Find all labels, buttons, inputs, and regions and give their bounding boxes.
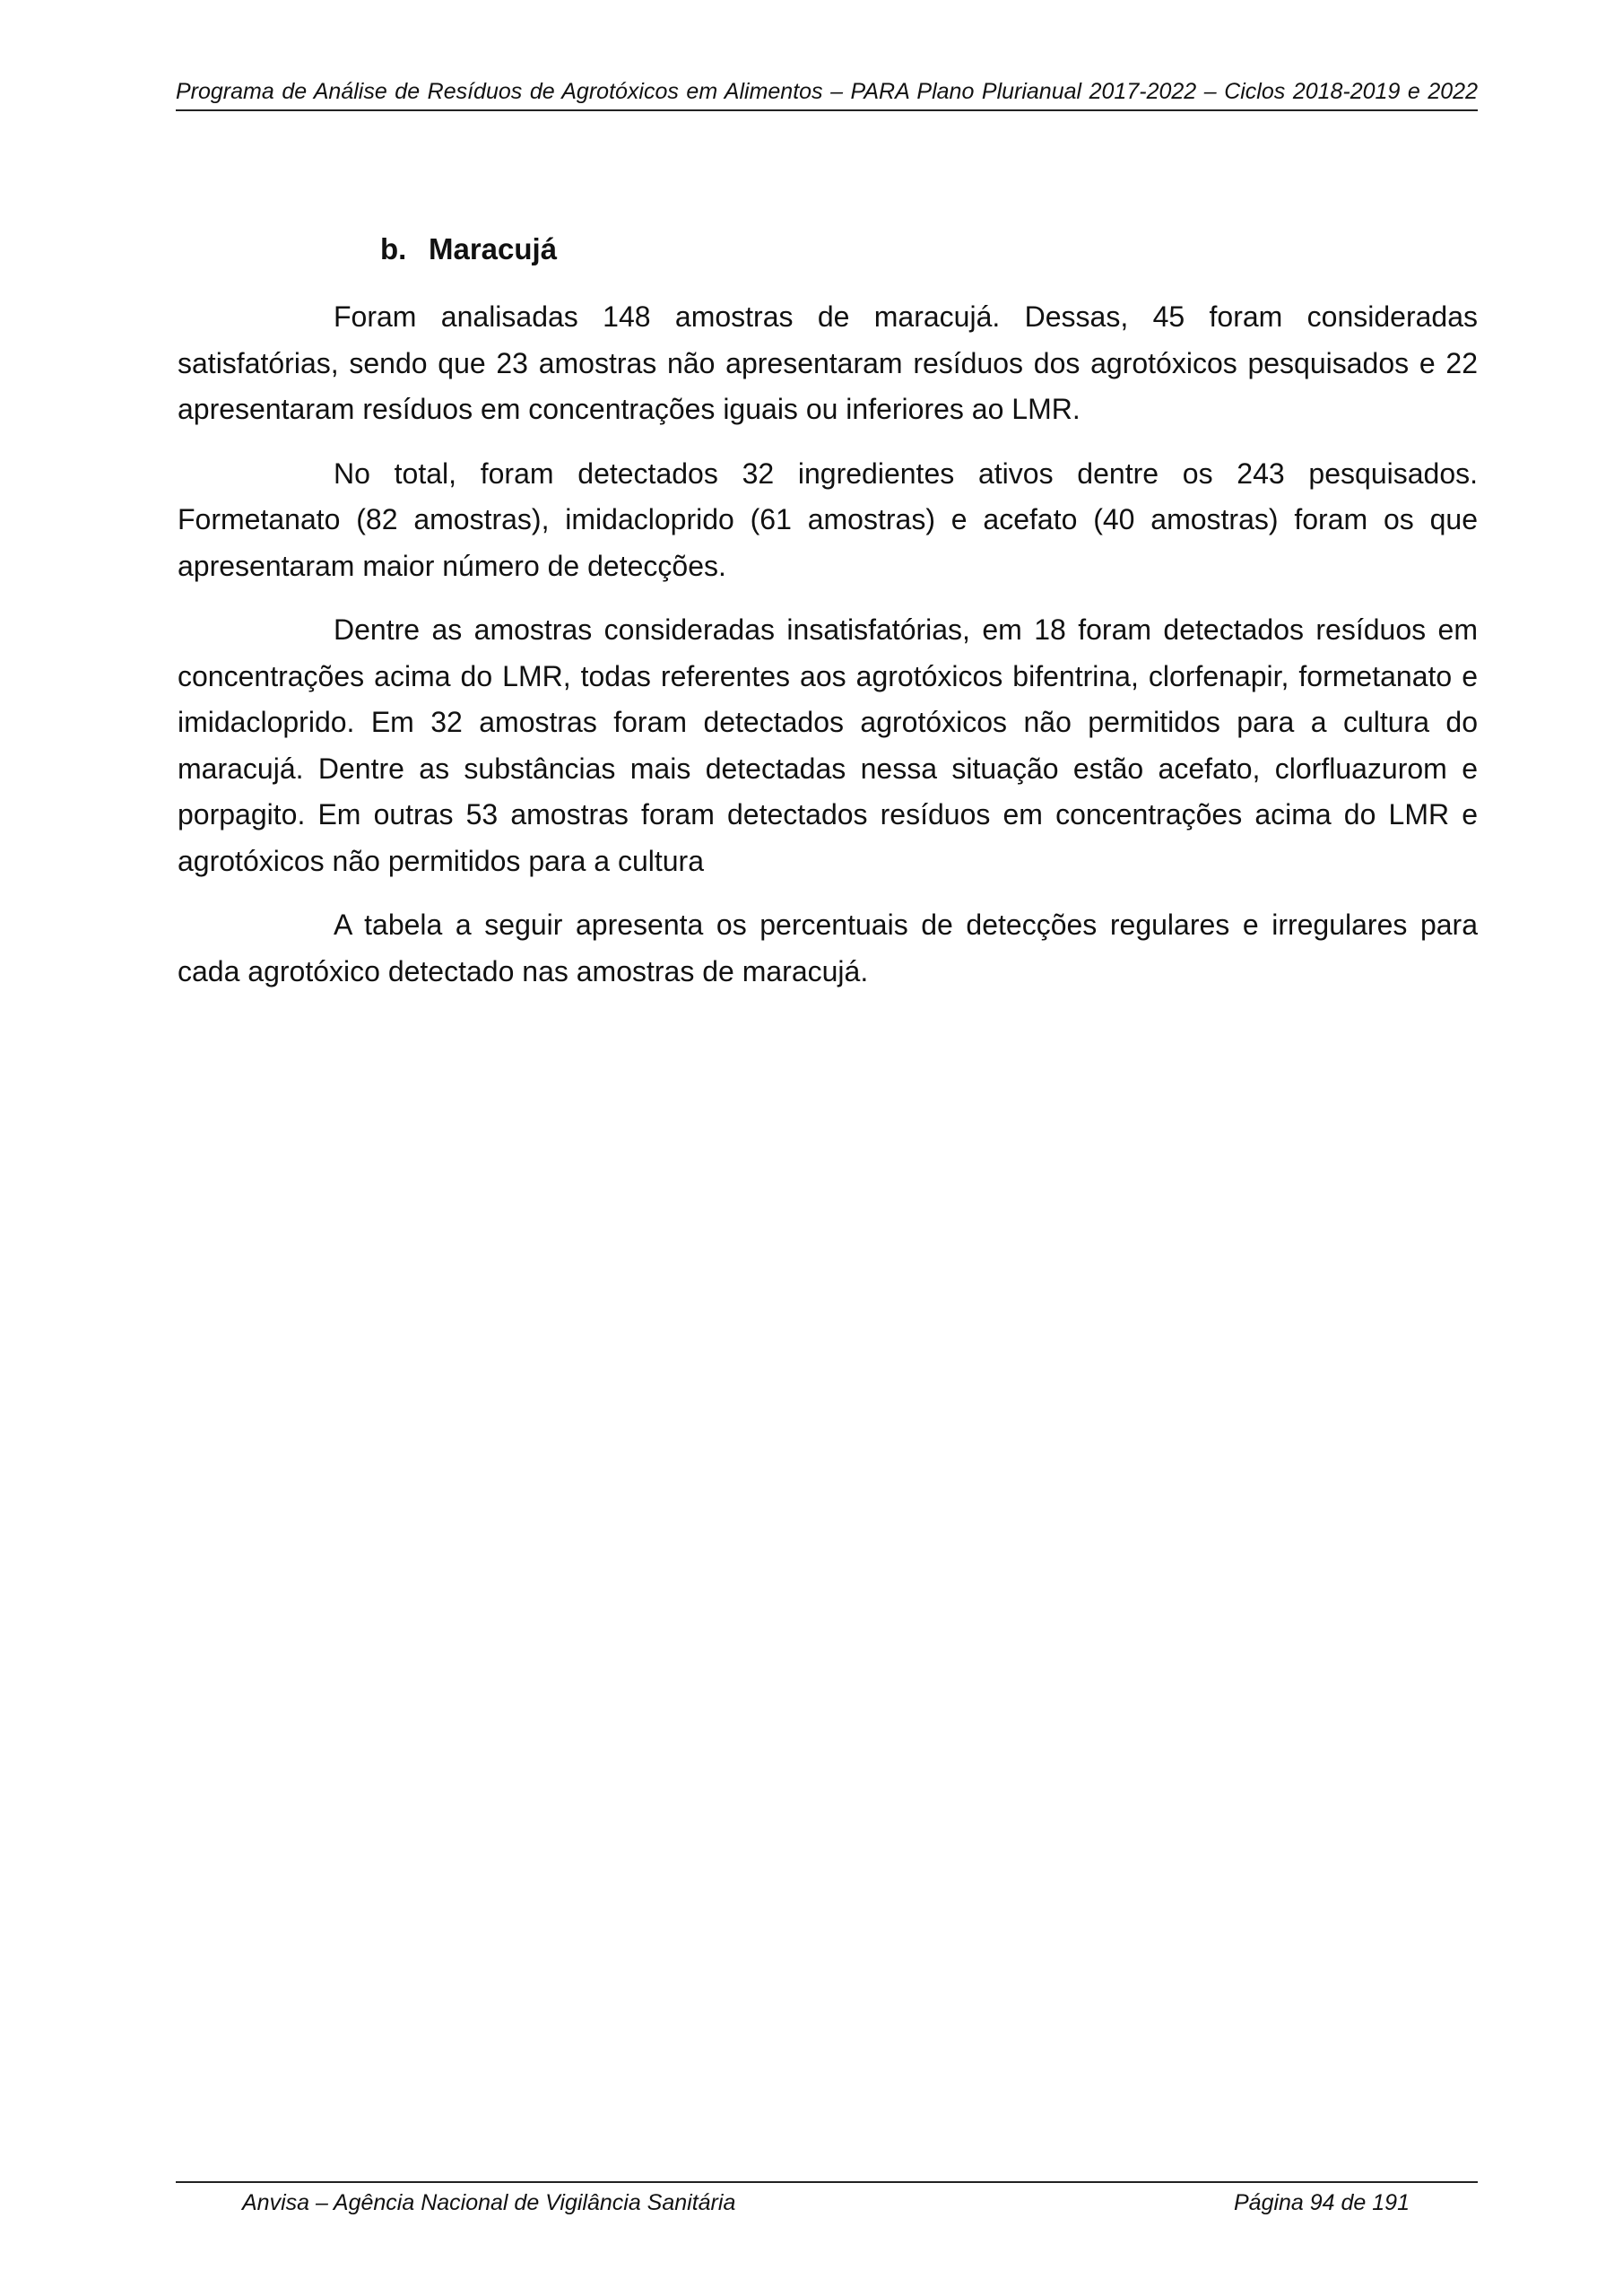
page-header xyxy=(176,75,1478,111)
paragraph-4: A tabela a seguir apresenta os percentuais de detecções regulares e irregulares para cada agrotóxico detectado nas amostras de maracujá. xyxy=(178,909,1478,987)
running-title: Programa de Análise de Resíduos de Agrotóxicos em Alimentos – PARA Plano Plurianual 2017-2022 – Ciclos 2018-2019 e 2022 xyxy=(176,79,1478,104)
paragraph-3: Dentre as amostras consideradas insatisfatórias, em 18 foram detectados resíduos em concentrações acima do LMR, todas referentes aos agrotóxicos bifentrina, clorfenapir, formetanato e imidacloprido. Em 32 amostras foram detectados agrotóxicos não permitidos para a cultura do maracujá. Dentre as substâncias mais detectadas nessa situação estão acefato, clorfluazurom e porpagito. Em outras 53 amostras foram detectados resíduos em concentrações acima do LMR e agrotóxicos não permitidos para a cultura xyxy=(178,613,1478,877)
section-title: Maracujá xyxy=(429,232,558,265)
document-body xyxy=(178,231,1478,1013)
paragraph-1: Foram analisadas 148 amostras de maracujá. Dessas, 45 foram consideradas satisfatórias, sendo que 23 amostras não apresentaram resíduos dos agrotóxicos pesquisados e 22 apresentaram resíduos em concentrações iguais ou inferiores ao LMR. xyxy=(178,300,1478,425)
page-number: Página 94 de 191 xyxy=(1233,2190,1410,2215)
footer-agency: Anvisa – Agência Nacional de Vigilância Sanitária xyxy=(242,2190,736,2215)
section-heading xyxy=(380,231,1478,267)
paragraph-2: No total, foram detectados 32 ingredientes ativos dentre os 243 pesquisados. Formetanato (82 amostras), imidacloprido (61 amostras) e acefato (40 amostras) foram os que apresentaram maior número de detecções. xyxy=(178,457,1478,582)
page-footer xyxy=(176,2181,1478,2217)
section-letter: b. xyxy=(380,232,407,265)
